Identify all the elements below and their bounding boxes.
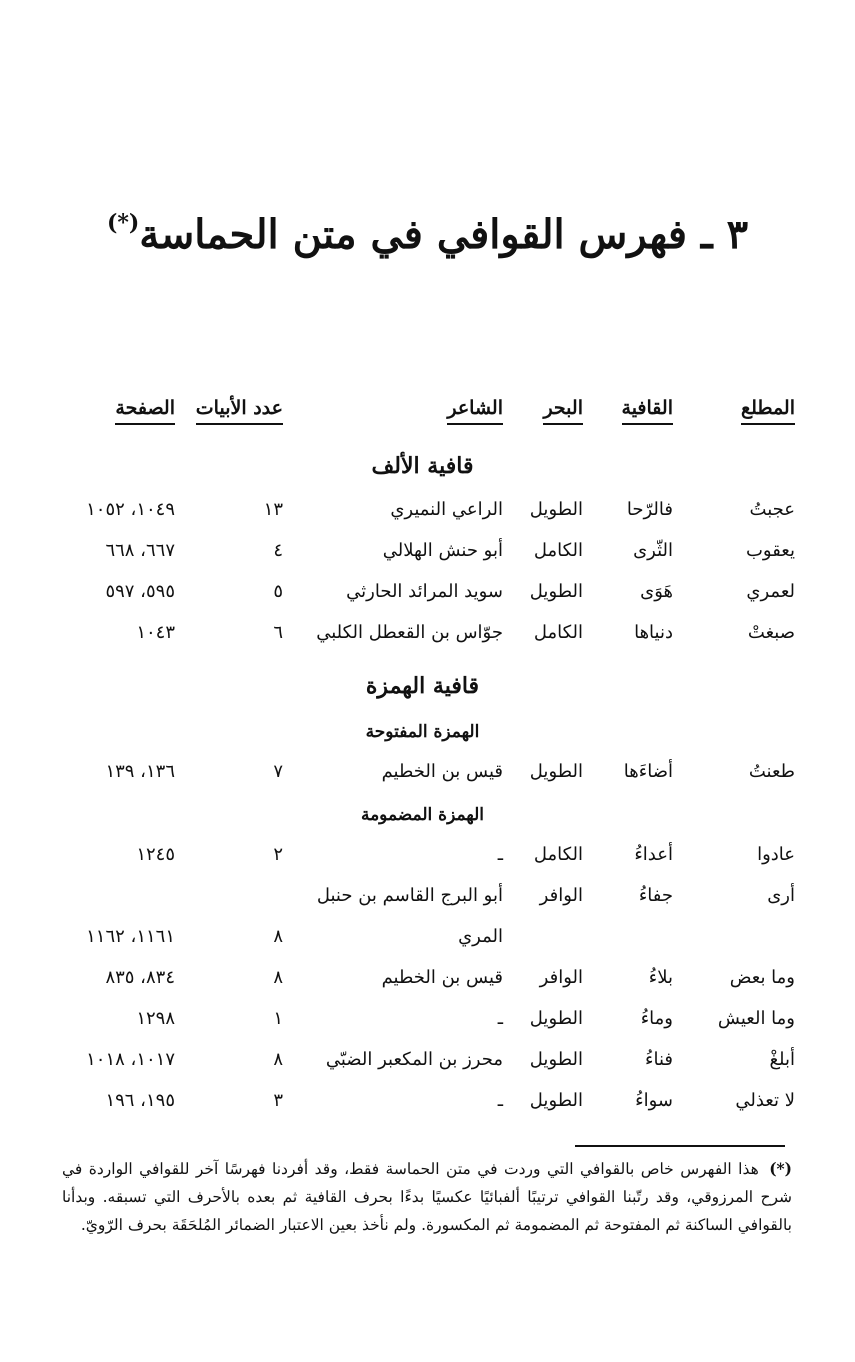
subsection-heading-hamza-fath: الهمزة المفتوحة <box>365 722 480 742</box>
cell-bahr: الطويل <box>529 1090 583 1111</box>
cell-qafia: فالرّحا <box>626 499 673 520</box>
cell-qafia: هَوَى <box>640 581 673 602</box>
cell-shaer: أبو البرج القاسم بن حنبل <box>316 885 503 906</box>
table-row <box>50 918 795 959</box>
cell-bahr: الطويل <box>529 581 583 602</box>
page-title <box>0 210 855 258</box>
cell-bahr: الطويل <box>529 499 583 520</box>
cell-page: ١٠٤٣ <box>136 622 175 643</box>
cell-matla: لعمري <box>746 581 795 602</box>
table-header <box>50 395 795 435</box>
header-page: الصفحة <box>115 397 175 425</box>
header-matla: المطلع <box>741 397 795 425</box>
cell-page: ١٣٦، ١٣٩ <box>105 761 175 782</box>
page-title-text: ٣ ـ فهرس القوافي في متن الحماسة <box>139 211 749 258</box>
cell-bahr: الوافر <box>539 885 583 906</box>
cell-shaer: قيس بن الخطيم <box>381 967 503 988</box>
table-row <box>50 573 795 614</box>
cell-count: ١٣ <box>263 499 283 520</box>
section-heading-alif: قافية الألف <box>371 453 474 479</box>
table-row <box>50 1082 795 1123</box>
cell-count: ٨ <box>273 967 283 988</box>
table-row <box>50 877 795 918</box>
cell-page: ٨٣٤، ٨٣٥ <box>105 967 175 988</box>
cell-page: ٦٦٧، ٦٦٨ <box>105 540 175 561</box>
cell-bahr: الطويل <box>529 1049 583 1070</box>
cell-page: ١٢٩٨ <box>136 1008 175 1029</box>
cell-bahr: الكامل <box>533 622 583 643</box>
cell-shaer: أبو حنش الهلالي <box>382 540 503 561</box>
cell-shaer: محرز بن المكعبر الضبّي <box>325 1049 503 1070</box>
cell-count: ٨ <box>273 1049 283 1070</box>
cell-count: ٥ <box>273 581 283 602</box>
title-footnote-mark: (*) <box>106 210 140 236</box>
footnote-text: هذا الفهرس خاص بالقوافي التي وردت في متن الحماسة فقط، وقد أفردنا فهرسًا آخر للقوافي الواردة في شرح المرزوقي، وقد رتّبنا القوافي ترتيبًا ألفبائيًا عكسيًا بدءًا بحرف القافية ثم بعده بالأحرف التي تسبقه. وبدأنا بالقوافي الساكنة ثم المفتوحة ثم المضمومة ثم المكسورة. ولم نأخذ بعين الاعتبار الضمائر المُلحَقَة بحرف الرّويّ. <box>62 1160 792 1234</box>
cell-shaer: المري <box>458 926 503 947</box>
table-row <box>50 1000 795 1041</box>
cell-matla: صبغتْ <box>747 622 795 643</box>
cell-shaer: ـ <box>497 844 503 865</box>
cell-qafia: أضاءَها <box>623 761 673 782</box>
table-row <box>50 836 795 877</box>
table-row <box>50 1041 795 1082</box>
cell-bahr: الطويل <box>529 761 583 782</box>
rhyme-index-table <box>50 395 795 1123</box>
cell-matla: وما العيش <box>717 1008 795 1029</box>
header-count: عدد الأبيات <box>196 397 283 425</box>
cell-qafia: أعداءُ <box>634 844 673 865</box>
subsection-heading-hamza-damm: الهمزة المضمومة <box>360 805 485 825</box>
cell-count: ١ <box>273 1008 283 1029</box>
cell-bahr: الوافر <box>539 967 583 988</box>
cell-qafia: وماءُ <box>640 1008 673 1029</box>
cell-shaer: ـ <box>497 1090 503 1111</box>
cell-qafia: دنياها <box>634 622 673 643</box>
cell-bahr: الطويل <box>529 1008 583 1029</box>
cell-matla: يعقوب <box>745 540 795 561</box>
footnote <box>62 1155 792 1239</box>
cell-shaer: ـ <box>497 1008 503 1029</box>
cell-matla: أرى <box>767 885 795 906</box>
cell-page: ١٢٤٥ <box>136 844 175 865</box>
footnote-divider <box>575 1145 785 1147</box>
header-bahr: البحر <box>543 397 583 425</box>
table-row <box>50 532 795 573</box>
table-row <box>50 959 795 1000</box>
cell-matla: لا تعذلي <box>735 1090 795 1111</box>
cell-shaer: سويد المرائد الحارثي <box>346 581 503 602</box>
cell-shaer: الراعي النميري <box>390 499 503 520</box>
cell-qafia: جفاءُ <box>638 885 673 906</box>
cell-count: ٦ <box>273 622 283 643</box>
cell-matla: عادوا <box>757 844 795 865</box>
cell-bahr: الكامل <box>533 540 583 561</box>
cell-page: ١٠١٧، ١٠١٨ <box>86 1049 175 1070</box>
cell-page: ٥٩٥، ٥٩٧ <box>105 581 175 602</box>
cell-page: ١٩٥، ١٩٦ <box>105 1090 175 1111</box>
cell-qafia: سواءُ <box>635 1090 673 1111</box>
cell-page: ١١٦١، ١١٦٢ <box>86 926 175 947</box>
header-shaer: الشاعر <box>447 397 503 425</box>
cell-count: ٤ <box>273 540 283 561</box>
cell-count: ٧ <box>273 761 283 782</box>
cell-bahr: الكامل <box>533 844 583 865</box>
cell-matla: عجبتُ <box>749 499 795 520</box>
header-qafia: القافية <box>622 397 673 425</box>
table-row <box>50 753 795 794</box>
section-heading-hamza: قافية الهمزة <box>365 673 480 699</box>
cell-shaer: قيس بن الخطيم <box>381 761 503 782</box>
cell-shaer: جوّاس بن القعطل الكلبي <box>316 622 503 643</box>
cell-matla: طعنتُ <box>748 761 795 782</box>
cell-qafia: فناءُ <box>645 1049 673 1070</box>
cell-count: ٣ <box>273 1090 283 1111</box>
cell-count: ٢ <box>273 844 283 865</box>
footnote-mark: (*) <box>769 1159 792 1178</box>
cell-matla: وما بعض <box>729 967 795 988</box>
table-row <box>50 614 795 655</box>
cell-matla: أبلغْ <box>769 1049 795 1070</box>
cell-qafia: الثّرى <box>633 540 673 561</box>
cell-qafia: بلاءُ <box>648 967 673 988</box>
cell-count: ٨ <box>273 926 283 947</box>
table-row <box>50 491 795 532</box>
cell-page: ١٠٤٩، ١٠٥٢ <box>86 499 175 520</box>
